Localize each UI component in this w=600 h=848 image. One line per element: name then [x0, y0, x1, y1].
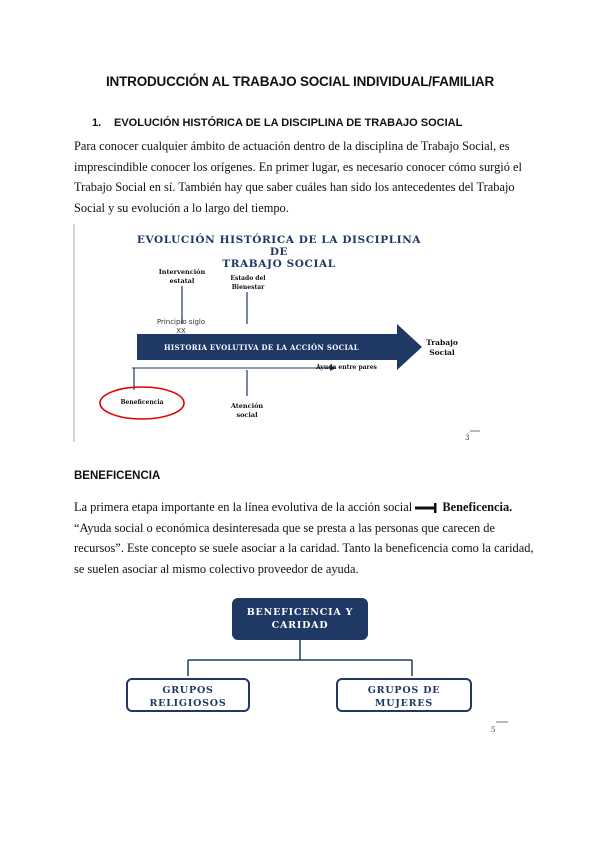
paragraph-rest: “Ayuda social o económica desinteresada que se presta a las personas que carecen de recursos”. Este concepto se suele asociar a la caridad. Tanto la beneficencia como la caridad, se suelen asociar al mismo colectivo proveedor de ayuda.: [74, 520, 534, 576]
intro-paragraph: Para conocer cualquier ámbito de actuación dentro de la disciplina de Trabajo Social, es imprescindible conocer los orígenes. En primer lugar, es necesario conocer cómo surgió el Trabajo Social en sí. También hay que saber cuáles han sido los antecedentes del Trabajo Social y su evolución a lo largo del tiempo.: [74, 139, 522, 215]
label-principio-line1: Principio siglo: [156, 318, 206, 326]
label-beneficencia: Beneficencia: [120, 399, 164, 406]
box-top-line1: BENEFICENCIA Y: [246, 607, 354, 618]
label-ayuda-entre-pares: Ayuda entre pares: [316, 364, 377, 371]
label-trabajo-social-line2: Social: [429, 348, 455, 357]
box-right-line1: GRUPOS DE: [367, 685, 441, 696]
label-principio-line2: XX: [176, 327, 186, 335]
box-left-line2: RELIGIOSOS: [149, 698, 227, 709]
diagram-title-line2: TRABAJO SOCIAL: [222, 258, 336, 270]
arrow-right-icon: [415, 503, 439, 513]
box-grupos-mujeres: [336, 678, 472, 712]
label-estado-line1: Estado del: [230, 275, 266, 282]
label-atencion-line2: social: [236, 411, 258, 419]
diagram2-page-number: 5: [491, 726, 496, 734]
label-intervencion-line1: Intervención: [158, 268, 206, 276]
evolution-diagram: [72, 224, 492, 444]
page-title: INTRODUCCIÓN AL TRABAJO SOCIAL INDIVIDUAL/FAMILIAR: [106, 74, 494, 89]
paragraph-bold-term: Beneficencia.: [442, 500, 513, 514]
section-heading-evolucion: [92, 117, 462, 129]
arrow-label: HISTORIA EVOLUTIVA DE LA ACCIÓN SOCIAL: [164, 343, 359, 352]
section-heading-beneficencia: BENEFICENCIA: [74, 470, 161, 482]
paragraph-start: La primera etapa importante en la línea evolutiva de la acción social: [74, 500, 413, 514]
section-heading-text: EVOLUCIÓN HISTÓRICA DE LA DISCIPLINA DE TRABAJO SOCIAL: [114, 117, 463, 129]
label-estado-line2: Bienestar: [231, 284, 265, 291]
diagram-page-number: 3: [465, 434, 470, 442]
beneficencia-diagram: [120, 596, 520, 746]
label-intervencion-line2: estatal: [169, 277, 195, 285]
section-number: 1.: [92, 117, 102, 129]
box-left-line1: GRUPOS: [162, 685, 214, 696]
box-top-line2: CARIDAD: [271, 620, 329, 631]
box-right-line2: MUJERES: [374, 698, 434, 709]
box-grupos-religiosos: [126, 678, 250, 712]
beneficencia-paragraph: [74, 497, 534, 579]
label-atencion-line1: Atención: [230, 402, 264, 410]
label-trabajo-social-line1: Trabajo: [426, 338, 458, 347]
diagram-title-line1: EVOLUCIÓN HISTÓRICA DE LA DISCIPLINA DE: [136, 234, 422, 258]
box-beneficencia-caridad: [232, 598, 368, 640]
